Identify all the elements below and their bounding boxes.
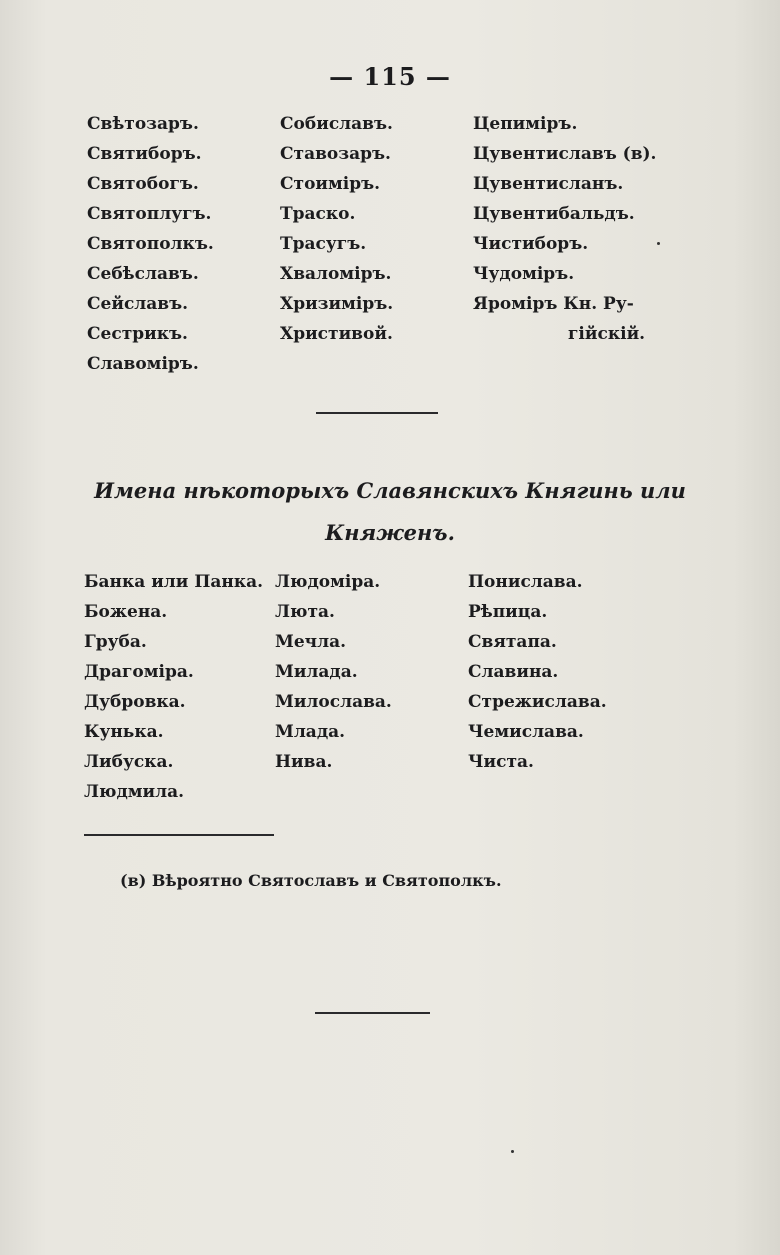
name-entry: Яроміръ Кн. Ру- (473, 294, 634, 314)
name-entry: Стрежислава. (468, 692, 607, 712)
name-entry: Святапа. (468, 632, 557, 652)
name-entry: Славоміръ. (87, 354, 199, 374)
ink-speck (657, 242, 660, 245)
name-entry: Траско. (280, 204, 356, 224)
name-entry: Драгоміра. (84, 662, 194, 682)
name-entry: Христивой. (280, 324, 393, 344)
name-entry: Людмила. (84, 782, 185, 802)
section-heading-line-2: Княженъ. (325, 520, 455, 545)
footnote: (в) Вѣроятно Святославъ и Святополкъ. (120, 871, 502, 890)
name-entry: Стоиміръ. (280, 174, 381, 194)
name-entry: Себѣславъ. (87, 264, 199, 284)
name-entry: Милада. (275, 662, 358, 682)
name-entry: Цувентиславъ (в). (473, 144, 657, 164)
footnote-divider (84, 834, 274, 836)
name-entry: Святиборъ. (87, 144, 202, 164)
section-heading-line-1: Имена нѣкоторыхъ Славянскихъ Княгинь или (94, 478, 686, 503)
name-entry: Святополкъ. (87, 234, 214, 254)
name-entry: Свѣтозаръ. (87, 114, 199, 134)
name-entry: Святоплугъ. (87, 204, 212, 224)
name-entry: Люта. (275, 602, 335, 622)
name-entry: Нива. (275, 752, 333, 772)
name-entry: Хризиміръ. (280, 294, 394, 314)
name-entry: Божена. (84, 602, 168, 622)
name-entry: Цувентисланъ. (473, 174, 624, 194)
name-entry: Чиста. (468, 752, 534, 772)
name-entry: Сестрикъ. (87, 324, 188, 344)
name-entry: Трасугъ. (280, 234, 367, 254)
name-entry: Чудоміръ. (473, 264, 575, 284)
name-entry: Банка или Панка. (84, 572, 264, 592)
name-entry: Людоміра. (275, 572, 381, 592)
name-entry: Либуска. (84, 752, 174, 772)
name-entry: Чистиборъ. (473, 234, 589, 254)
name-entry: Ставозаръ. (280, 144, 391, 164)
name-entry: Груба. (84, 632, 147, 652)
name-entry: Чемислава. (468, 722, 584, 742)
section-divider (316, 412, 438, 414)
page-number: — 115 — (329, 62, 451, 91)
name-entry: Рѣпица. (468, 602, 548, 622)
name-entry: Пониславa. (468, 572, 583, 592)
name-entry: Млада. (275, 722, 346, 742)
name-entry: Цувентибальдъ. (473, 204, 635, 224)
name-entry: Святобогъ. (87, 174, 199, 194)
name-entry: гійскій. (568, 324, 646, 344)
ink-speck (511, 1150, 514, 1153)
name-entry: Милослава. (275, 692, 392, 712)
name-entry: Собиславъ. (280, 114, 393, 134)
end-divider (315, 1012, 430, 1014)
name-entry: Дубровка. (84, 692, 186, 712)
name-entry: Кунька. (84, 722, 164, 742)
name-entry: Славина. (468, 662, 559, 682)
name-entry: Мечла. (275, 632, 346, 652)
name-entry: Цепиміръ. (473, 114, 578, 134)
name-entry: Сейславъ. (87, 294, 189, 314)
name-entry: Хваломіръ. (280, 264, 392, 284)
